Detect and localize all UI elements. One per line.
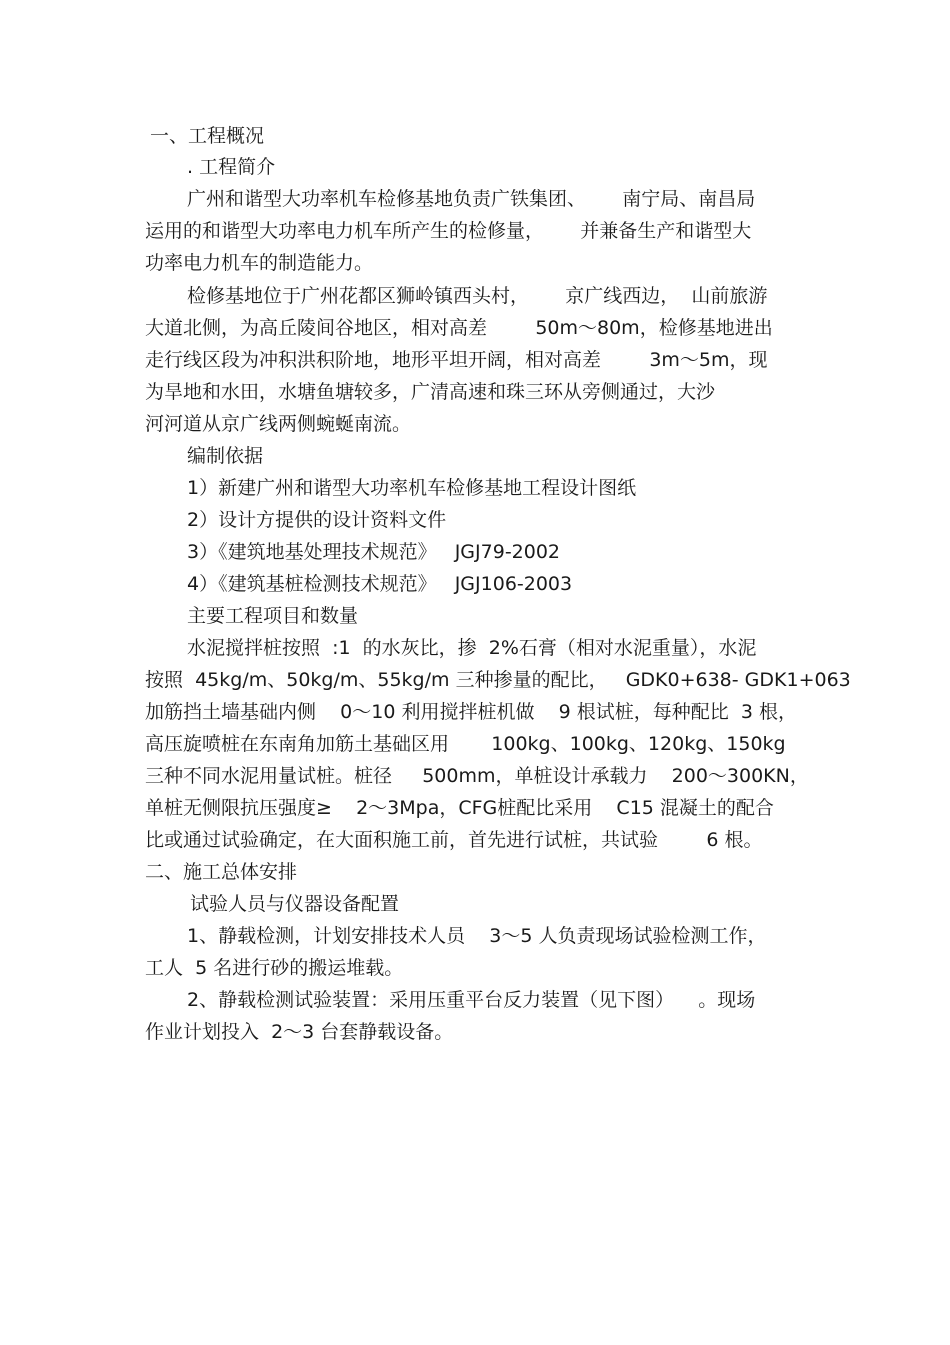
list-item: 2）设计方提供的设计资料文件 — [187, 509, 447, 531]
subheading-main-items: 主要工程项目和数量 — [187, 605, 359, 627]
paragraph-line: 比或通过试验确定，在大面积施工前，首先进行试桩，共试验 6 根。 — [145, 829, 763, 851]
subheading-basis: 编制依据 — [187, 445, 264, 467]
paragraph-line: 为旱地和水田，水塘鱼塘较多，广清高速和珠三环从旁侧通过，大沙 — [145, 381, 716, 403]
subheading-staff-equipment: 试验人员与仪器设备配置 — [190, 893, 400, 915]
list-item: 1）新建广州和谐型大功率机车检修基地工程设计图纸 — [187, 477, 637, 499]
section-heading-general-arrangement: 二、施工总体安排 — [145, 861, 298, 883]
subheading-project-intro: . 工程简介 — [187, 156, 276, 178]
paragraph-line: 作业计划投入 2～3 台套静载设备。 — [145, 1021, 454, 1043]
paragraph-line: 走行线区段为冲积洪积阶地，地形平坦开阔，相对高差 3m～5m，现 — [145, 349, 768, 371]
paragraph-line: 大道北侧，为高丘陵间谷地区，相对高差 50m～80m，检修基地进出 — [145, 317, 773, 339]
paragraph-line: 河河道从京广线两侧蜿蜒南流。 — [145, 413, 412, 435]
paragraph-line: 1、静载检测，计划安排技术人员 3～5 人负责现场试验检测工作， — [187, 925, 767, 947]
paragraph-line: 运用的和谐型大功率电力机车所产生的检修量， 并兼备生产和谐型大 — [145, 220, 752, 242]
paragraph-line: 工人 5 名进行砂的搬运堆载。 — [145, 957, 404, 979]
paragraph-line: 检修基地位于广州花都区狮岭镇西头村， 京广线西边， 山前旅游 — [187, 285, 768, 307]
paragraph-line: 广州和谐型大功率机车检修基地负责广铁集团、 南宁局、南昌局 — [187, 188, 756, 210]
paragraph-line: 水泥搅拌桩按照 :1 的水灰比，掺 2%石膏（相对水泥重量），水泥 — [187, 637, 757, 659]
list-item: 4）《建筑基桩检测技术规范》 JGJ106-2003 — [187, 573, 573, 595]
paragraph-line: 按照 45kg/m、50kg/m、55kg/m 三种掺量的配比， GDK0+638- GDK1+063 — [145, 669, 851, 691]
paragraph-line: 功率电力机车的制造能力。 — [145, 252, 374, 274]
section-heading-project-overview: 一、工程概况 — [150, 125, 265, 147]
paragraph-line: 高压旋喷桩在东南角加筋土基础区用 100kg、100kg、120kg、150kg — [145, 733, 786, 755]
paragraph-line: 2、静载检测试验装置：采用压重平台反力装置（见下图） 。现场 — [187, 989, 756, 1011]
list-item: 3）《建筑地基处理技术规范》 JGJ79-2002 — [187, 541, 561, 563]
paragraph-line: 单桩无侧限抗压强度≥ 2～3Mpa，CFG桩配比采用 C15 混凝土的配合 — [145, 797, 774, 819]
paragraph-line: 加筋挡土墙基础内侧 0～10 利用搅拌桩机做 9 根试桩，每种配比 3 根， — [145, 701, 797, 723]
paragraph-line: 三种不同水泥用量试桩。桩径 500mm，单桩设计承载力 200～300KN， — [145, 765, 809, 787]
